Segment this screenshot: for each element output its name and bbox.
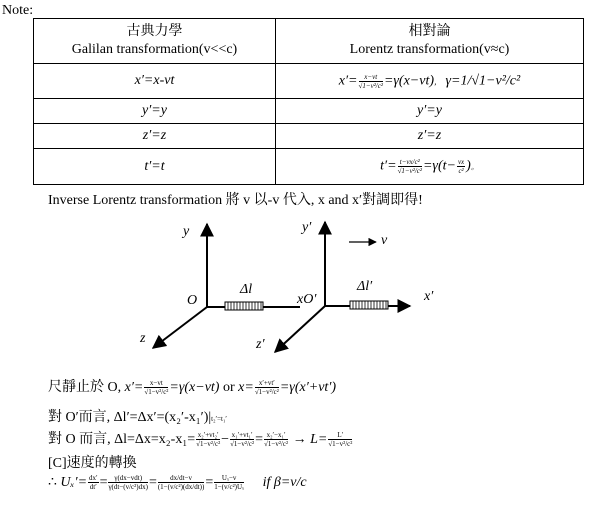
line2-sub: t₂′=t₁′ <box>211 415 227 423</box>
fraction-den: c² <box>458 167 464 175</box>
fraction-num: x₂′−x₁′ <box>264 431 288 440</box>
eq1-rhs: =γ(x−vt) <box>169 380 220 395</box>
fraction-num: L′ <box>328 431 352 440</box>
line3-minus: − <box>221 432 230 447</box>
or-word: or <box>222 380 235 395</box>
fraction-num: γ(dx−vdt) <box>108 474 147 483</box>
line3-fraction-1 <box>196 431 220 448</box>
classical-cell: z′=z <box>34 124 276 149</box>
gamma-definition: γ=1/√1−v²/c² <box>445 73 521 89</box>
classical-cell: y′=y <box>34 99 276 124</box>
ux-fraction-1 <box>88 474 99 491</box>
fraction-num: Uₓ−v <box>214 474 244 483</box>
fraction-den: √1−v²/c² <box>358 81 383 90</box>
eq2-fraction <box>255 379 279 396</box>
fraction-num: dx′ <box>89 474 98 483</box>
classical-cell: t′=t <box>34 149 276 185</box>
lorentz-cell: y′=y <box>276 99 584 124</box>
ux-fraction-3 <box>158 474 204 491</box>
lorentz-t-rhs: =γ(t− <box>422 158 456 174</box>
line3-eq: = <box>255 432 264 447</box>
line2-text: 對 O′而言, Δl′=Δx′=(x₂′-x₁′)| <box>48 410 212 425</box>
equation-line-1 <box>48 376 336 396</box>
equation-line-2 <box>48 406 227 426</box>
lorentz-cell: z′=z <box>276 124 584 149</box>
fraction-num: x−vt <box>144 379 168 388</box>
classical-cell: x′=x-vt <box>34 64 276 99</box>
ux-fraction-2 <box>108 474 147 491</box>
rest-prefix: 尺靜止於 O, <box>48 380 122 395</box>
line3-arrow: → <box>292 432 307 447</box>
line3-prefix: 對 O 而言, Δl=Δx=x₂-x₁= <box>48 432 196 447</box>
axis-z-label: z <box>140 331 146 346</box>
axis-y-label: y <box>183 224 190 239</box>
period: 。 <box>470 162 479 172</box>
eq1-lhs: x′= <box>124 380 144 395</box>
fraction-den: √1−v²/c² <box>144 388 169 397</box>
line3-fraction-4 <box>328 431 352 448</box>
lorentz-x-lhs: x′= <box>338 73 358 89</box>
line3-L: L= <box>310 432 328 447</box>
axis-x-prime-label: x′ <box>424 289 434 304</box>
equation-line-3 <box>48 428 353 448</box>
equation-line-ux <box>48 474 307 491</box>
close-paren: ) <box>466 158 471 174</box>
ux-if-beta: if β=v/c <box>262 475 307 490</box>
lorentz-header-en: Lorentz transformation(v≈c) <box>349 42 510 57</box>
fraction-den: √1−v²/c² <box>397 167 422 175</box>
ux-fraction-4 <box>214 474 244 491</box>
fraction-num: dx/dt−v <box>158 474 204 483</box>
fraction-num: x₂′+vt₂′ <box>197 431 219 440</box>
fraction-num: vx <box>457 158 465 166</box>
fraction-den: (1−(v/c²)(dx/dt)) <box>157 483 205 492</box>
delta-l-label: Δl <box>240 282 253 297</box>
ux-eq1: = <box>99 475 108 490</box>
fraction-den: dt′ <box>89 483 97 492</box>
fraction-den: 1−(v/c²)Uₓ <box>214 483 245 492</box>
fraction-den: γ(dt−(v/c²)dx) <box>108 483 148 492</box>
delta-l-prime-label: Δl′ <box>357 279 373 294</box>
velocity-label: v <box>381 233 388 248</box>
eq2-lhs: x= <box>238 380 254 395</box>
fraction-num: x−vt <box>359 73 383 82</box>
lorentz-header-zh: 相對論 <box>408 24 451 39</box>
axis-z-line <box>153 307 207 348</box>
note-label: Note: <box>2 3 34 18</box>
axis-x-origin-prime-label: xO′ <box>297 292 317 307</box>
fraction-num: x₁′+vt₁′ <box>231 431 253 440</box>
fraction-den: √1−v²/c² <box>328 440 353 449</box>
ux-eq2: = <box>148 475 157 490</box>
fraction-num: x′+vt′ <box>255 379 279 388</box>
line3-fraction-2 <box>230 431 254 448</box>
lorentz-t-lhs: t′= <box>380 158 397 174</box>
line3-fraction-3 <box>264 431 288 448</box>
fraction-den: √1−v²/c² <box>254 388 279 397</box>
axis-z-prime-label: z′ <box>256 337 265 352</box>
therefore-symbol: ∴ <box>48 475 57 490</box>
ux-eq3: = <box>205 475 214 490</box>
ux-lhs: Uₓ′= <box>60 475 88 490</box>
lorentz-x-rhs: =γ(x−vt) <box>383 73 434 89</box>
eq2-rhs: =γ(x′+vt′) <box>279 380 337 395</box>
axis-y-prime-label: y′ <box>302 220 312 235</box>
axis-z-prime-line <box>275 306 325 352</box>
section-c-heading: [C]速度的轉換 <box>48 456 137 471</box>
eq1-fraction <box>144 379 168 396</box>
fraction-den: √1−v²/c² <box>264 440 289 449</box>
fraction-den: √1−v²/c² <box>230 440 255 449</box>
origin-o-label: O <box>187 293 198 308</box>
separator: ， <box>434 77 442 87</box>
fraction-num: t−vx/c² <box>398 158 422 167</box>
classical-header-zh: 古典力學 <box>126 24 183 39</box>
fraction-den: √1−v²/c² <box>196 440 221 449</box>
inverse-transformation-text: Inverse Lorentz transformation 將 v 以-v 代入, x and x′對調即得! <box>48 193 423 208</box>
classical-header-en: Galilan transformation(v<<c) <box>71 42 238 57</box>
